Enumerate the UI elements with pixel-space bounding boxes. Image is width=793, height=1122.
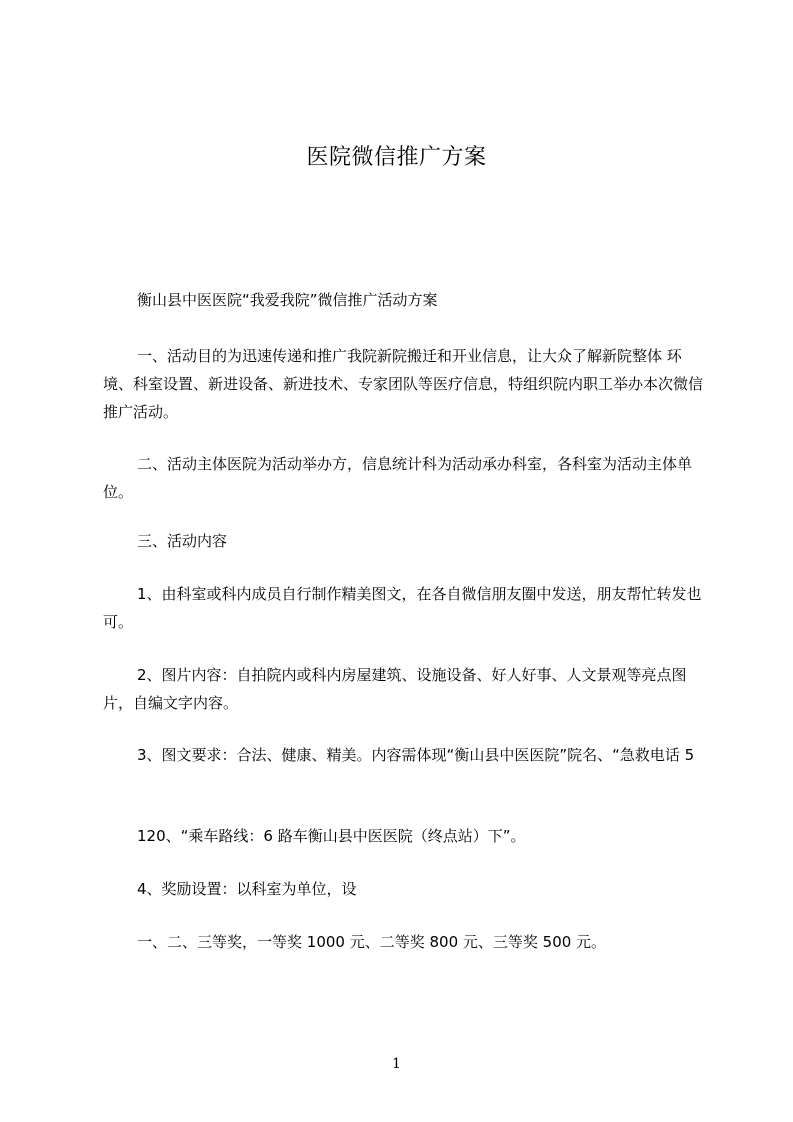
paragraph-item-4: 4、奖励设置：以科室为单位，设 [137,880,357,898]
paragraph-item-1: 1、由科室或科内成员自行制作精美图文，在各自微信朋友圈中发送，朋友帮忙转发也可。 [103,585,702,631]
paragraph-item-3: 3、图文要求：合法、健康、精美。内容需体现“衡山县中医医院”院名、“急救电话 5 [137,746,695,764]
paragraph-awards: 一、二、三等奖，一等奖 1000 元、二等奖 800 元、三等奖 500 元。 [137,933,607,951]
page-number: 1 [392,1056,401,1072]
paragraph-item-2: 2、图片内容：自拍院内或科内房屋建筑、设施设备、好人好事、人文景观等亮点图片，自编文字内容。 [103,666,687,712]
paragraph-item-3-continued: 120、“乘车路线：6 路车衡山县中医医院（终点站）下”。 [137,827,526,845]
paragraph-plan-heading: 衡山县中医医院“我爱我院”微信推广活动方案 [137,291,438,309]
document-title: 医院微信推广方案 [306,145,487,170]
paragraph-purpose: 一、活动目的为迅速传递和推广我院新院搬迁和开业信息，让大众了解新院整体 环境、科室设置、新进设备、新进技术、专家团队等医疗信息，特组织院内职工举办本次微信推广活动。 [103,347,704,421]
paragraph-content-heading: 三、活动内容 [137,532,228,550]
paragraph-organizer: 二、活动主体医院为活动举办方，信息统计科为活动承办科室，各科室为活动主体单位。 [103,455,693,501]
